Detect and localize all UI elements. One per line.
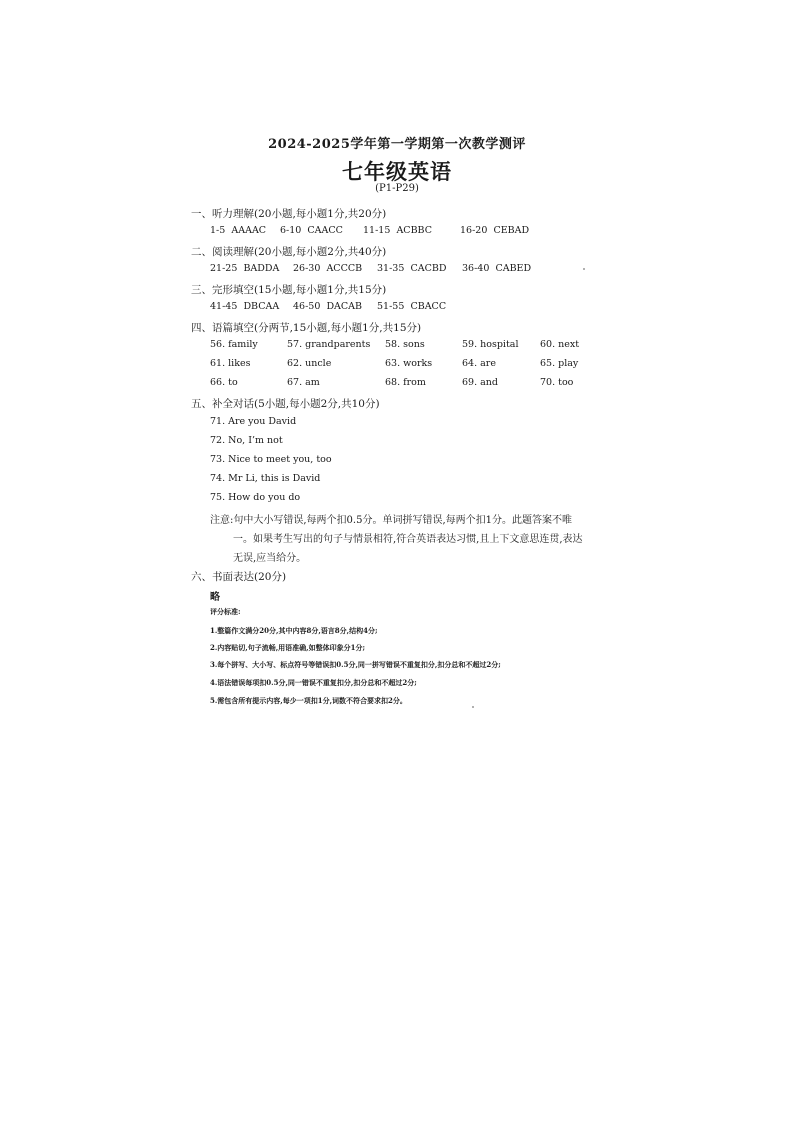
criteria-item: 4.语法错误每项扣0.5分,同一错误不重复扣分,扣分总和不超过2分;	[210, 678, 417, 687]
page-range: (P1-P29)	[375, 183, 419, 194]
dialogue-answer: 72. No, I’m not	[210, 435, 283, 446]
blank-answer: 62. uncle	[287, 358, 332, 369]
answer-group: 46-50 DACAB	[293, 301, 363, 312]
section-5-note-line-3: 无误,应当给分。	[233, 553, 307, 564]
answer-group: 6-10 CAACC	[280, 225, 343, 236]
criteria-item: 2.内容贴切,句子流畅,用语准确,如整体印象分1分;	[210, 643, 366, 652]
section-4-heading: 四、语篇填空(分两节,15小题,每小题1分,共15分)	[191, 322, 422, 334]
section-3-heading: 三、完形填空(15小题,每小题1分,共15分)	[191, 284, 387, 296]
blank-answer: 57. grandparents	[287, 339, 371, 350]
scan-speck	[583, 268, 585, 270]
blank-answer: 69. and	[462, 377, 498, 388]
criteria-item: 1.整篇作文满分20分,其中内容8分,语言8分,结构4分;	[210, 626, 378, 635]
blank-answer: 68. from	[385, 377, 426, 388]
answer-group: 51-55 CBACC	[377, 301, 447, 312]
blank-answer: 61. likes	[210, 358, 251, 369]
scan-speck	[472, 706, 474, 708]
answer-group: 31-35 CACBD	[377, 263, 447, 274]
section-5-note-line-2: 一。如果考生写出的句子与情景相符,符合英语表达习惯,且上下文意思连贯,表达	[233, 534, 583, 545]
criteria-title: 评分标准:	[210, 607, 241, 616]
section-2-heading: 二、阅读理解(20小题,每小题2分,共40分)	[191, 246, 387, 258]
exam-title: 2024-2025学年第一学期第一次教学测评	[268, 137, 526, 152]
dialogue-answer: 75. How do you do	[210, 492, 301, 503]
blank-answer: 67. am	[287, 377, 320, 388]
answer-group: 41-45 DBCAA	[210, 301, 280, 312]
answer-group: 26-30 ACCCB	[293, 263, 363, 274]
blank-answer: 70. too	[540, 377, 574, 388]
criteria-item: 5.需包含所有提示内容,每少一项扣1分,词数不符合要求扣2分。	[210, 696, 407, 705]
blank-answer: 60. next	[540, 339, 580, 350]
section-5-heading: 五、补全对话(5小题,每小题2分,共10分)	[191, 398, 380, 410]
blank-answer: 66. to	[210, 377, 238, 388]
dialogue-answer: 74. Mr Li, this is David	[210, 473, 321, 484]
criteria-item: 3.每个拼写、大小写、标点符号等错误扣0.5分,同一拼写错误不重复扣分,扣分总和不超过2分;	[210, 660, 501, 669]
section-1-heading: 一、听力理解(20小题,每小题1分,共20分)	[191, 208, 387, 220]
blank-answer: 64. are	[462, 358, 496, 369]
dialogue-answer: 71. Are you David	[210, 416, 297, 427]
blank-answer: 56. family	[210, 339, 258, 350]
answer-group: 16-20 CEBAD	[460, 225, 530, 236]
section-5-note-line-1: 注意:句中大小写错误,每两个扣0.5分。单词拼写错误,每两个扣1分。此题答案不唯	[210, 515, 572, 526]
subject-title: 七年级英语	[342, 159, 452, 184]
answer-group: 1-5 AAAAC	[210, 225, 267, 236]
answer-group: 11-15 ACBBC	[363, 225, 432, 236]
blank-answer: 59. hospital	[462, 339, 519, 350]
section-6-heading: 六、书面表达(20分)	[191, 571, 287, 583]
blank-answer: 63. works	[385, 358, 433, 369]
blank-answer: 65. play	[540, 358, 579, 369]
blank-answer: 58. sons	[385, 339, 425, 350]
dialogue-answer: 73. Nice to meet you, too	[210, 454, 332, 465]
answer-group: 36-40 CABED	[462, 263, 532, 274]
essay-omitted: 略	[210, 592, 220, 603]
answer-group: 21-25 BADDA	[210, 263, 280, 274]
